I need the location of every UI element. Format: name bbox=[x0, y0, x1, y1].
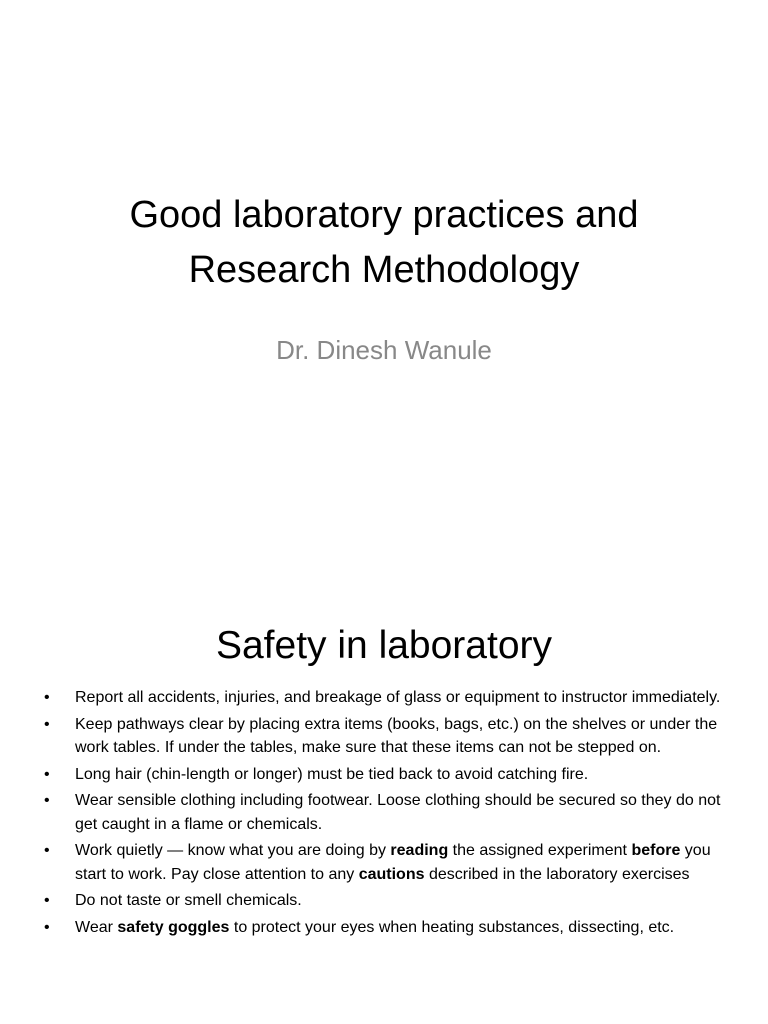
rule-text: the assigned experiment bbox=[448, 842, 632, 859]
safety-rule-item bbox=[40, 839, 740, 886]
safety-rule-item bbox=[40, 916, 740, 940]
rule-text: Do not taste or smell chemicals. bbox=[75, 892, 302, 909]
title-line-2: Research Methodology bbox=[188, 249, 580, 291]
rule-text: Long hair (chin-length or longer) must be tied back to avoid catching fire. bbox=[75, 765, 589, 783]
rule-text: described in the laboratory exercises bbox=[424, 865, 690, 883]
bullet-icon: • bbox=[44, 918, 50, 936]
rule-text: you start to work. Pay close attention to any bbox=[75, 842, 711, 883]
bullet-icon: • bbox=[44, 842, 50, 859]
bullet-icon: • bbox=[44, 715, 50, 733]
rule-text: Report all accidents, injuries, and breakage of glass or equipment to instructor immediately. bbox=[75, 689, 721, 706]
bullet-icon: • bbox=[44, 792, 50, 809]
rule-text: Wear sensible clothing including footwear. Loose clothing should be secured so they do not get caught in a flame or chemicals. bbox=[75, 792, 721, 833]
safety-rules-list bbox=[40, 686, 740, 942]
emphasis-text: before bbox=[631, 842, 681, 859]
emphasis-text: cautions bbox=[358, 865, 425, 883]
bullet-icon: • bbox=[44, 765, 50, 783]
title-line-1: Good laboratory practices and bbox=[129, 194, 639, 236]
author-subtitle: Dr. Dinesh Wanule bbox=[276, 335, 492, 365]
rule-text: to protect your eyes when heating substances, dissecting, etc. bbox=[229, 918, 675, 936]
safety-rule-item bbox=[40, 889, 740, 913]
emphasis-text: safety goggles bbox=[117, 918, 230, 936]
slide-title: Safety in laboratory bbox=[215, 624, 552, 667]
bullet-icon: • bbox=[44, 689, 50, 706]
presentation-title bbox=[0, 188, 768, 298]
safety-rule-item bbox=[40, 713, 740, 760]
rule-text: Wear bbox=[75, 918, 118, 936]
bullet-icon: • bbox=[44, 892, 50, 909]
safety-rule-item bbox=[40, 789, 740, 836]
emphasis-text: reading bbox=[390, 842, 449, 859]
rule-text: Keep pathways clear by placing extra items (books, bags, etc.) on the shelves or under the work tables. If under the tables, make sure that these items can not be stepped on. bbox=[75, 715, 718, 756]
rule-text: Work quietly — know what you are doing by bbox=[75, 842, 391, 859]
safety-rule-item bbox=[40, 763, 740, 787]
safety-rule-item bbox=[40, 686, 740, 710]
safety-slide bbox=[0, 576, 768, 1024]
